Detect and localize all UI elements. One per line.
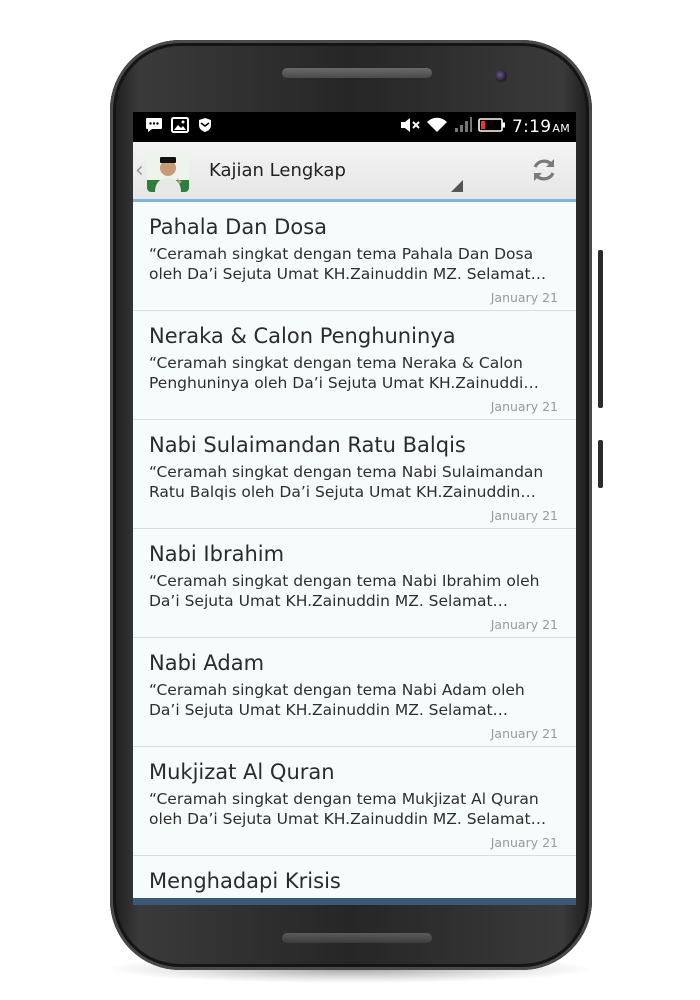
list-item[interactable] xyxy=(133,202,576,311)
item-date: January 21 xyxy=(490,617,558,632)
list-item[interactable] xyxy=(133,420,576,529)
list-item[interactable] xyxy=(133,529,576,638)
item-title: Neraka & Calon Penghuninya xyxy=(149,324,456,348)
item-description: “Ceramah singkat dengan tema Mukjizat Al Quran oleh Da’i Sejuta Umat KH.Zainuddin MZ. Selamat… xyxy=(149,790,547,828)
item-title: Menghadapi Krisis xyxy=(149,869,341,893)
item-description: “Ceramah singkat dengan tema Nabi Sulaimandan Ratu Balqis oleh Da’i Sejuta Umat KH.Zainuddin… xyxy=(149,463,544,501)
spinner-dropdown-indicator[interactable] xyxy=(451,180,463,192)
item-date: January 21 xyxy=(490,726,558,741)
item-date: January 21 xyxy=(490,835,558,850)
phone-screen xyxy=(133,112,576,905)
clock-time: 7:19AM xyxy=(511,117,570,137)
list-item[interactable] xyxy=(133,638,576,747)
image-icon xyxy=(171,117,189,137)
status-bar xyxy=(133,112,576,142)
signal-icon xyxy=(454,117,472,137)
app-logo-icon[interactable] xyxy=(147,150,189,192)
power-button[interactable] xyxy=(598,440,603,488)
bottom-speaker xyxy=(282,933,432,943)
item-title: Pahala Dan Dosa xyxy=(149,215,327,239)
shield-icon xyxy=(197,117,213,137)
item-description: “Ceramah singkat dengan tema Nabi Adam oleh Da’i Sejuta Umat KH.Zainuddin MZ. Selamat… xyxy=(149,681,525,719)
item-date: January 21 xyxy=(490,290,558,305)
back-chevron-icon[interactable]: ‹ xyxy=(135,158,144,183)
refresh-icon[interactable] xyxy=(530,156,558,188)
mute-icon xyxy=(400,117,420,137)
list-item[interactable] xyxy=(133,747,576,856)
item-title: Nabi Sulaimandan Ratu Balqis xyxy=(149,433,466,457)
earpiece-speaker xyxy=(282,68,432,78)
chat-icon xyxy=(145,117,163,137)
front-camera xyxy=(495,70,507,82)
item-description: “Ceramah singkat dengan tema Nabi Ibrahim oleh Da’i Sejuta Umat KH.Zainuddin MZ. Selamat… xyxy=(149,572,540,610)
action-bar-title[interactable]: Kajian Lengkap xyxy=(209,160,346,181)
item-title: Mukjizat Al Quran xyxy=(149,760,335,784)
wifi-icon xyxy=(426,117,448,137)
item-description: “Ceramah singkat dengan tema Pahala Dan Dosa oleh Da’i Sejuta Umat KH.Zainuddin MZ. Selamat… xyxy=(149,245,547,283)
battery-low-icon xyxy=(478,117,506,137)
item-date: January 21 xyxy=(490,399,558,414)
item-title: Nabi Adam xyxy=(149,651,265,675)
volume-button[interactable] xyxy=(598,250,603,408)
action-bar xyxy=(133,142,576,202)
list-item[interactable] xyxy=(133,311,576,420)
item-date: January 21 xyxy=(490,508,558,523)
article-list[interactable] xyxy=(133,202,576,905)
item-description: “Ceramah singkat dengan tema Neraka & Calon Penghuninya oleh Da’i Sejuta Umat KH.Zainuddi… xyxy=(149,354,539,392)
item-title: Nabi Ibrahim xyxy=(149,542,285,566)
bottom-edge xyxy=(133,898,576,905)
